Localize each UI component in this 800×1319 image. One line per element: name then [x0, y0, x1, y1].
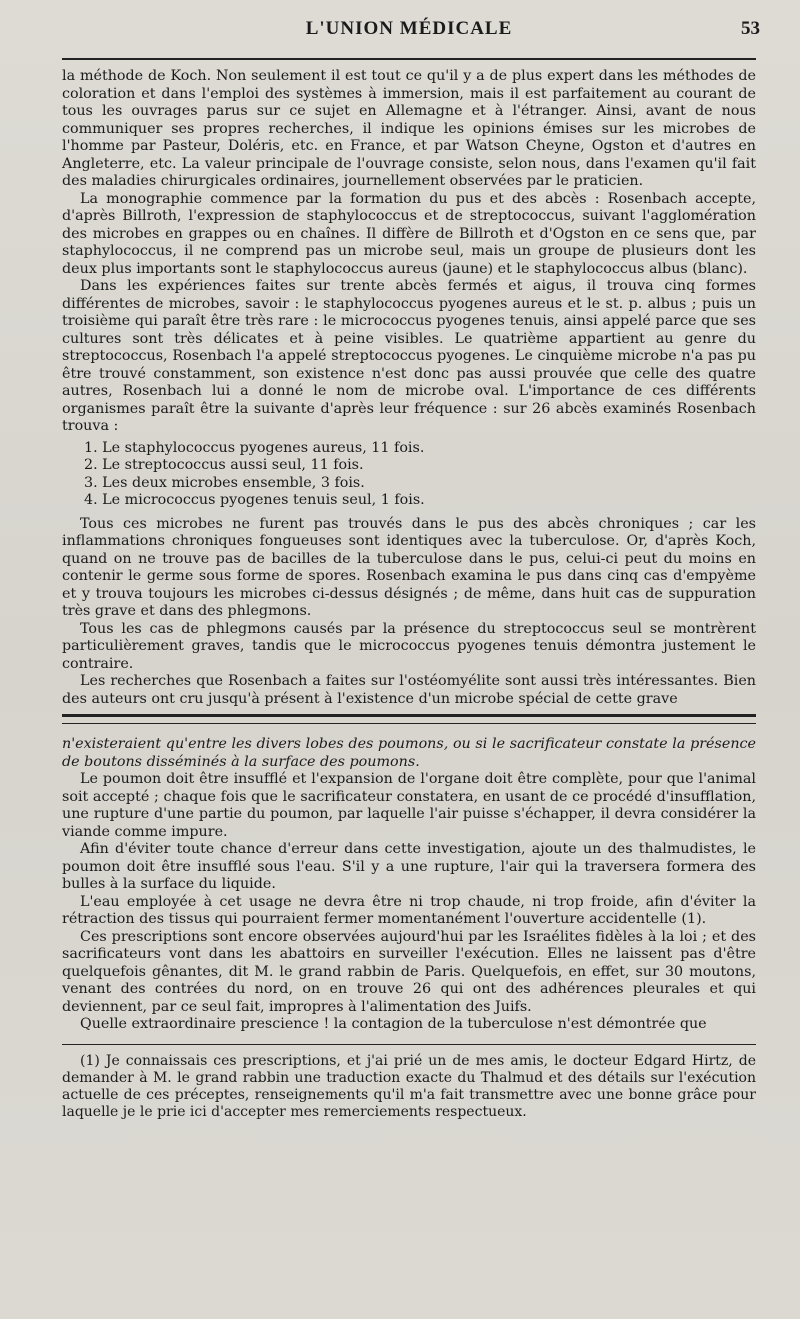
- paragraph: Les recherches que Rosenbach a faites sur l'ostéomyélite sont aussi très intéressantes. Bien des auteurs ont cru jusqu'à présent à l'existence d'un microbe spécial de cette grave: [62, 673, 756, 707]
- feuilleton-paragraph: Afin d'éviter toute chance d'erreur dans cette investigation, ajoute un des thalmudistes, le poumon doit être insufflé sous l'eau. S'il y a une rupture, l'air qui la traversera formera des bulles à la surface du liquide.: [62, 841, 756, 892]
- feuilleton-paragraph: n'existeraient qu'entre les divers lobes des poumons, ou si le sacrificateur constate la présence de boutons disséminés à la surface des poumons.: [62, 736, 756, 770]
- list-item: 1. Le staphylococcus pyogenes aureus, 11 fois.: [84, 439, 425, 456]
- feuilleton-paragraph: Quelle extraordinaire prescience ! la contagion de la tuberculose n'est démontrée que: [80, 1016, 707, 1032]
- paragraph: Dans les expériences faites sur trente abcès fermés et aigus, il trouva cinq formes différentes de microbes, savoir : le staphylococcus pyogenes aureus et le st. p. albus ; puis un troisième qui paraît être très rare : le micrococcus pyogenes tenuis, ainsi appelé parce que ses cultures sont très délicates et à peine visibles. Le quatrième appartient au genre du streptococcus, Rosenbach l'a appelé streptococcus pyogenes. Le cinquième microbe n'a pas pu être trouvé constamment, son existence n'est donc pas aussi prouvée que celle des quatre autres, Rosenbach lui a donné le nom de microbe oval. L'importance de ces différents organismes paraît être la suivante d'après leur fréquence : sur 26 abcès examinés Rosenbach trouva :: [62, 278, 756, 434]
- running-header: [62, 14, 760, 48]
- results-list: [84, 440, 756, 510]
- page-number: 53: [741, 18, 760, 39]
- journal-title: L'UNION MÉDICALE: [305, 18, 513, 39]
- header-rule: [62, 58, 756, 60]
- feuilleton-paragraph: L'eau employée à cet usage ne devra être ni trop chaude, ni trop froide, afin d'éviter la rétraction des tissus qui pourraient fermer momentanément l'ouverture accidentelle (1).: [62, 893, 756, 927]
- list-item: 3. Les deux microbes ensemble, 3 fois.: [84, 474, 365, 491]
- paragraph: Tous les cas de phlegmons causés par la présence du streptococcus seul se montrèrent particulièrement graves, tandis que le micrococcus pyogenes tenuis démontra justement le contraire.: [62, 620, 756, 672]
- feuilleton-paragraph: Ces prescriptions sont encore observées aujourd'hui par les Israélites fidèles à la loi ; et des sacrificateurs vont dans les abattoirs en surveiller l'exécution. Elles ne laissent pas d'être quelquefois gênantes, dit M. le grand rabbin de Paris. Quelquefois, en effet, sur 30 moutons, venant des contrées du nord, on en trouve 26 qui ont des adhérences pleurales et qui deviennent, par ce seul fait, impropres à l'alimentation des Juifs.: [62, 928, 756, 1015]
- footnote-rule: [62, 1044, 756, 1045]
- paragraph: La monographie commence par la formation du pus et des abcès : Rosenbach accepte, d'après Billroth, l'expression de staphylococcus et de streptococcus, suivant l'agglomération des microbes en grappes ou en chaînes. Il diffère de Billroth et d'Ogston en ce sens que, par staphylococcus, il ne comprend pas un microbe seul, mais un groupe de plusieurs dont les deux plus importants sont le staphylococcus aureus (jaune) et le staphylococcus albus (blanc).: [62, 190, 756, 277]
- list-item: 4. Le micrococcus pyogenes tenuis seul, 1 fois.: [84, 492, 425, 508]
- footnote: (1) Je connaissais ces prescriptions, et j'ai prié un de mes amis, le docteur Edgard Hirtz, de demander à M. le grand rabbin une traduction exacte du Thalmud et des détails sur l'exécution actuelle de ces préceptes, renseignements qu'il m'a fait transmettre avec une bonne grâce pour laquelle je le prie ici d'accepter mes remerciements respectueux.: [62, 1052, 756, 1120]
- paragraph: Tous ces microbes ne furent pas trouvés dans le pus des abcès chroniques ; car les inflammations chroniques fongueuses sont identiques avec la tuberculose. Or, d'après Koch, quand on ne trouve pas de bacilles de la tuberculose dans le pus, celui-ci peut du moins en contenir le germe sous forme de spores. Rosenbach examina le pus dans cinq cas d'empyème et y trouva toujours les microbes ci-dessus désignés ; de même, dans huit cas de suppuration très grave et dans des phlegmons.: [62, 515, 756, 619]
- feuilleton-paragraph: Le poumon doit être insufflé et l'expansion de l'organe doit être complète, pour que l'animal soit accepté ; chaque fois que le sacrificateur constatera, en usant de ce procédé d'insufflation, une rupture d'une partie du poumon, par laquelle l'air puisse s'échapper, il devra considérer la viande comme impure.: [62, 771, 756, 840]
- paragraph: la méthode de Koch. Non seulement il est tout ce qu'il y a de plus expert dans les méthodes de coloration et dans l'emploi des systèmes à immersion, mais il est parfaitement au courant de tous les ouvrages parus sur ce sujet en Allemagne et à l'étranger. Ainsi, avant de nous communiquer ses propres recherches, il indique les opinions émises sur les microbes de l'homme par Pasteur, Doléris, etc. en France, et par Watson Cheyne, Ogston et d'autres en Angleterre, etc. La valeur principale de l'ouvrage consiste, selon nous, dans l'examen qu'il fait des maladies chirurgicales ordinaires, journellement observées par le praticien.: [62, 68, 756, 189]
- section-divider: [62, 714, 756, 724]
- list-item: 2. Le streptococcus aussi seul, 11 fois.: [84, 457, 364, 473]
